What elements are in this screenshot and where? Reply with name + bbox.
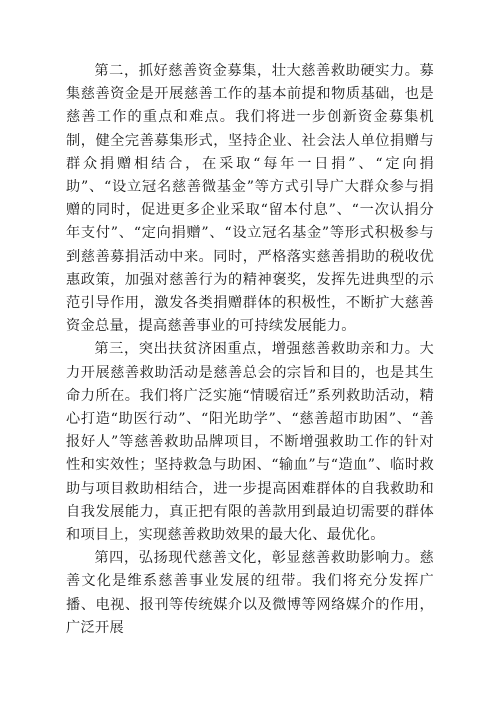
paragraph-fundraising: 第二，抓好慈善资金募集，壮大慈善救助硬实力。募集慈善资金是开展慈善工作的基本前提和物质基础，也是慈善工作的重点和难点。我们将进一步创新资金募集机制，健全完善募集形式，坚持企业、社会法人单位捐赠与群众捐赠相结合，在采取“每年一日捐”、“定向捐助”、“设立冠名慈善微基金”等方式引导广大群众参与捐赠的同时，促进更多企业采取“留本付息”、“一次认捐分年支付”、“定向捐赠”、“设立冠名基金”等形式积极参与到慈善募捐活动中来。同时，严格落实慈善捐助的税收优惠政策，加强对慈善行为的精神褒奖，发挥先进典型的示范引导作用，激发各类捐赠群体的积极性，不断扩大慈善资金总量，提高慈善事业的可持续发展能力。 [66, 63, 434, 335]
document-page [66, 60, 434, 640]
paragraph-charity-culture: 第四，弘扬现代慈善文化，彰显慈善救助影响力。慈善文化是维系慈善事业发展的纽带。我们将充分发挥广播、电视、报刊等传统媒介以及微博等网络媒介的作用，广泛开展 [66, 550, 434, 636]
paragraph-poverty-relief: 第三，突出扶贫济困重点，增强慈善救助亲和力。大力开展慈善救助活动是慈善总会的宗旨和目的，也是其生命力所在。我们将广泛实施“情暖宿迁”系列救助活动，精心打造“助医行动”、“阳光助学”、“慈善超市助困”、“善报好人”等慈善救助品牌项目，不断增强救助工作的针对性和实效性；坚持救急与助困、“输血”与“造血”、临时救助与项目救助相结合，进一步提高困难群体的自我救助和自我发展能力，真正把有限的善款用到最迫切需要的群体和项目上，实现慈善救助效果的最大化、最优化。 [66, 341, 434, 544]
